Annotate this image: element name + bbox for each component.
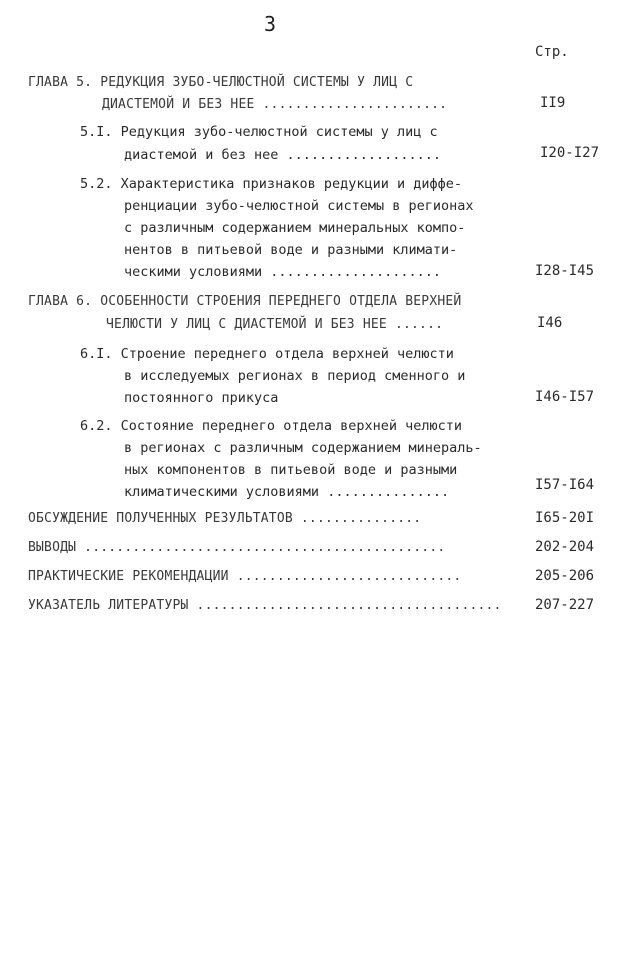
toc-entry-line: ПРАКТИЧЕСКИЕ РЕКОМЕНДАЦИИ ............................ bbox=[28, 569, 462, 584]
toc-entry-line: в исследуемых регионах в период сменного и bbox=[124, 368, 466, 384]
toc-page-range: 207-227 bbox=[535, 597, 595, 613]
toc-entry-line: диастемой и без нее ................... bbox=[124, 147, 441, 163]
toc-entry-line: с различным содержанием минеральных компо- bbox=[124, 220, 466, 236]
toc-page-range: I28-I45 bbox=[535, 263, 595, 279]
page-number: 3 bbox=[264, 12, 277, 36]
toc-entry-line: УКАЗАТЕЛЬ ЛИТЕРАТУРЫ ...................................... bbox=[28, 598, 502, 613]
toc-page-range: I46 bbox=[537, 315, 563, 331]
toc-entry-line: климатическими условиями ............... bbox=[124, 484, 450, 500]
toc-entry-line: ческими условиями ..................... bbox=[124, 264, 441, 280]
toc-page-range: 205-206 bbox=[535, 568, 595, 584]
toc-entry-line: ных компонентов в питьевой воде и разными bbox=[124, 462, 458, 478]
toc-page-range: 202-204 bbox=[535, 539, 595, 555]
toc-entry-line: ГЛАВА 5. РЕДУКЦИЯ ЗУБО-ЧЕЛЮСТНОЙ СИСТЕМЫ У ЛИЦ С bbox=[28, 75, 414, 90]
toc-entry-line: 6.2. Состояние переднего отдела верхней челюсти bbox=[80, 418, 463, 434]
toc-entry-line: 5.I. Редукция зубо-челюстной системы у лиц с bbox=[80, 124, 438, 140]
pages-column-header: Стр. bbox=[535, 44, 569, 60]
toc-entry-line: ВЫВОДЫ ............................................. bbox=[28, 540, 446, 555]
toc-entry-line: ренциации зубо-челюстной системы в регионах bbox=[124, 198, 474, 214]
toc-page-range: I46-I57 bbox=[535, 389, 595, 405]
toc-entry-line: нентов в питьевой воде и разными климати- bbox=[124, 242, 458, 258]
toc-entry-line: ЧЕЛЮСТИ У ЛИЦ С ДИАСТЕМОЙ И БЕЗ НЕЕ ...... bbox=[106, 317, 444, 332]
toc-page-range: I57-I64 bbox=[535, 477, 595, 493]
toc-page-range: I20-I27 bbox=[540, 145, 600, 161]
toc-entry-line: 6.I. Строение переднего отдела верхней челюсти bbox=[80, 346, 454, 362]
toc-entry-line: 5.2. Характеристика признаков редукции и диффе- bbox=[80, 176, 463, 192]
toc-page-range: II9 bbox=[540, 95, 566, 111]
toc-entry-line: постоянного прикуса bbox=[124, 390, 279, 406]
toc-entry-line: в регионах с различным содержанием минераль- bbox=[124, 440, 482, 456]
toc-entry-line: ГЛАВА 6. ОСОБЕННОСТИ СТРОЕНИЯ ПЕРЕДНЕГО ОТДЕЛА ВЕРХНЕЙ bbox=[28, 294, 462, 309]
toc-entry-line: ОБСУЖДЕНИЕ ПОЛУЧЕННЫХ РЕЗУЛЬТАТОВ ............... bbox=[28, 511, 422, 526]
toc-page-range: I65-20I bbox=[535, 510, 595, 526]
toc-entry-line: ДИАСТЕМОЙ И БЕЗ НЕЕ ....................... bbox=[102, 97, 448, 112]
